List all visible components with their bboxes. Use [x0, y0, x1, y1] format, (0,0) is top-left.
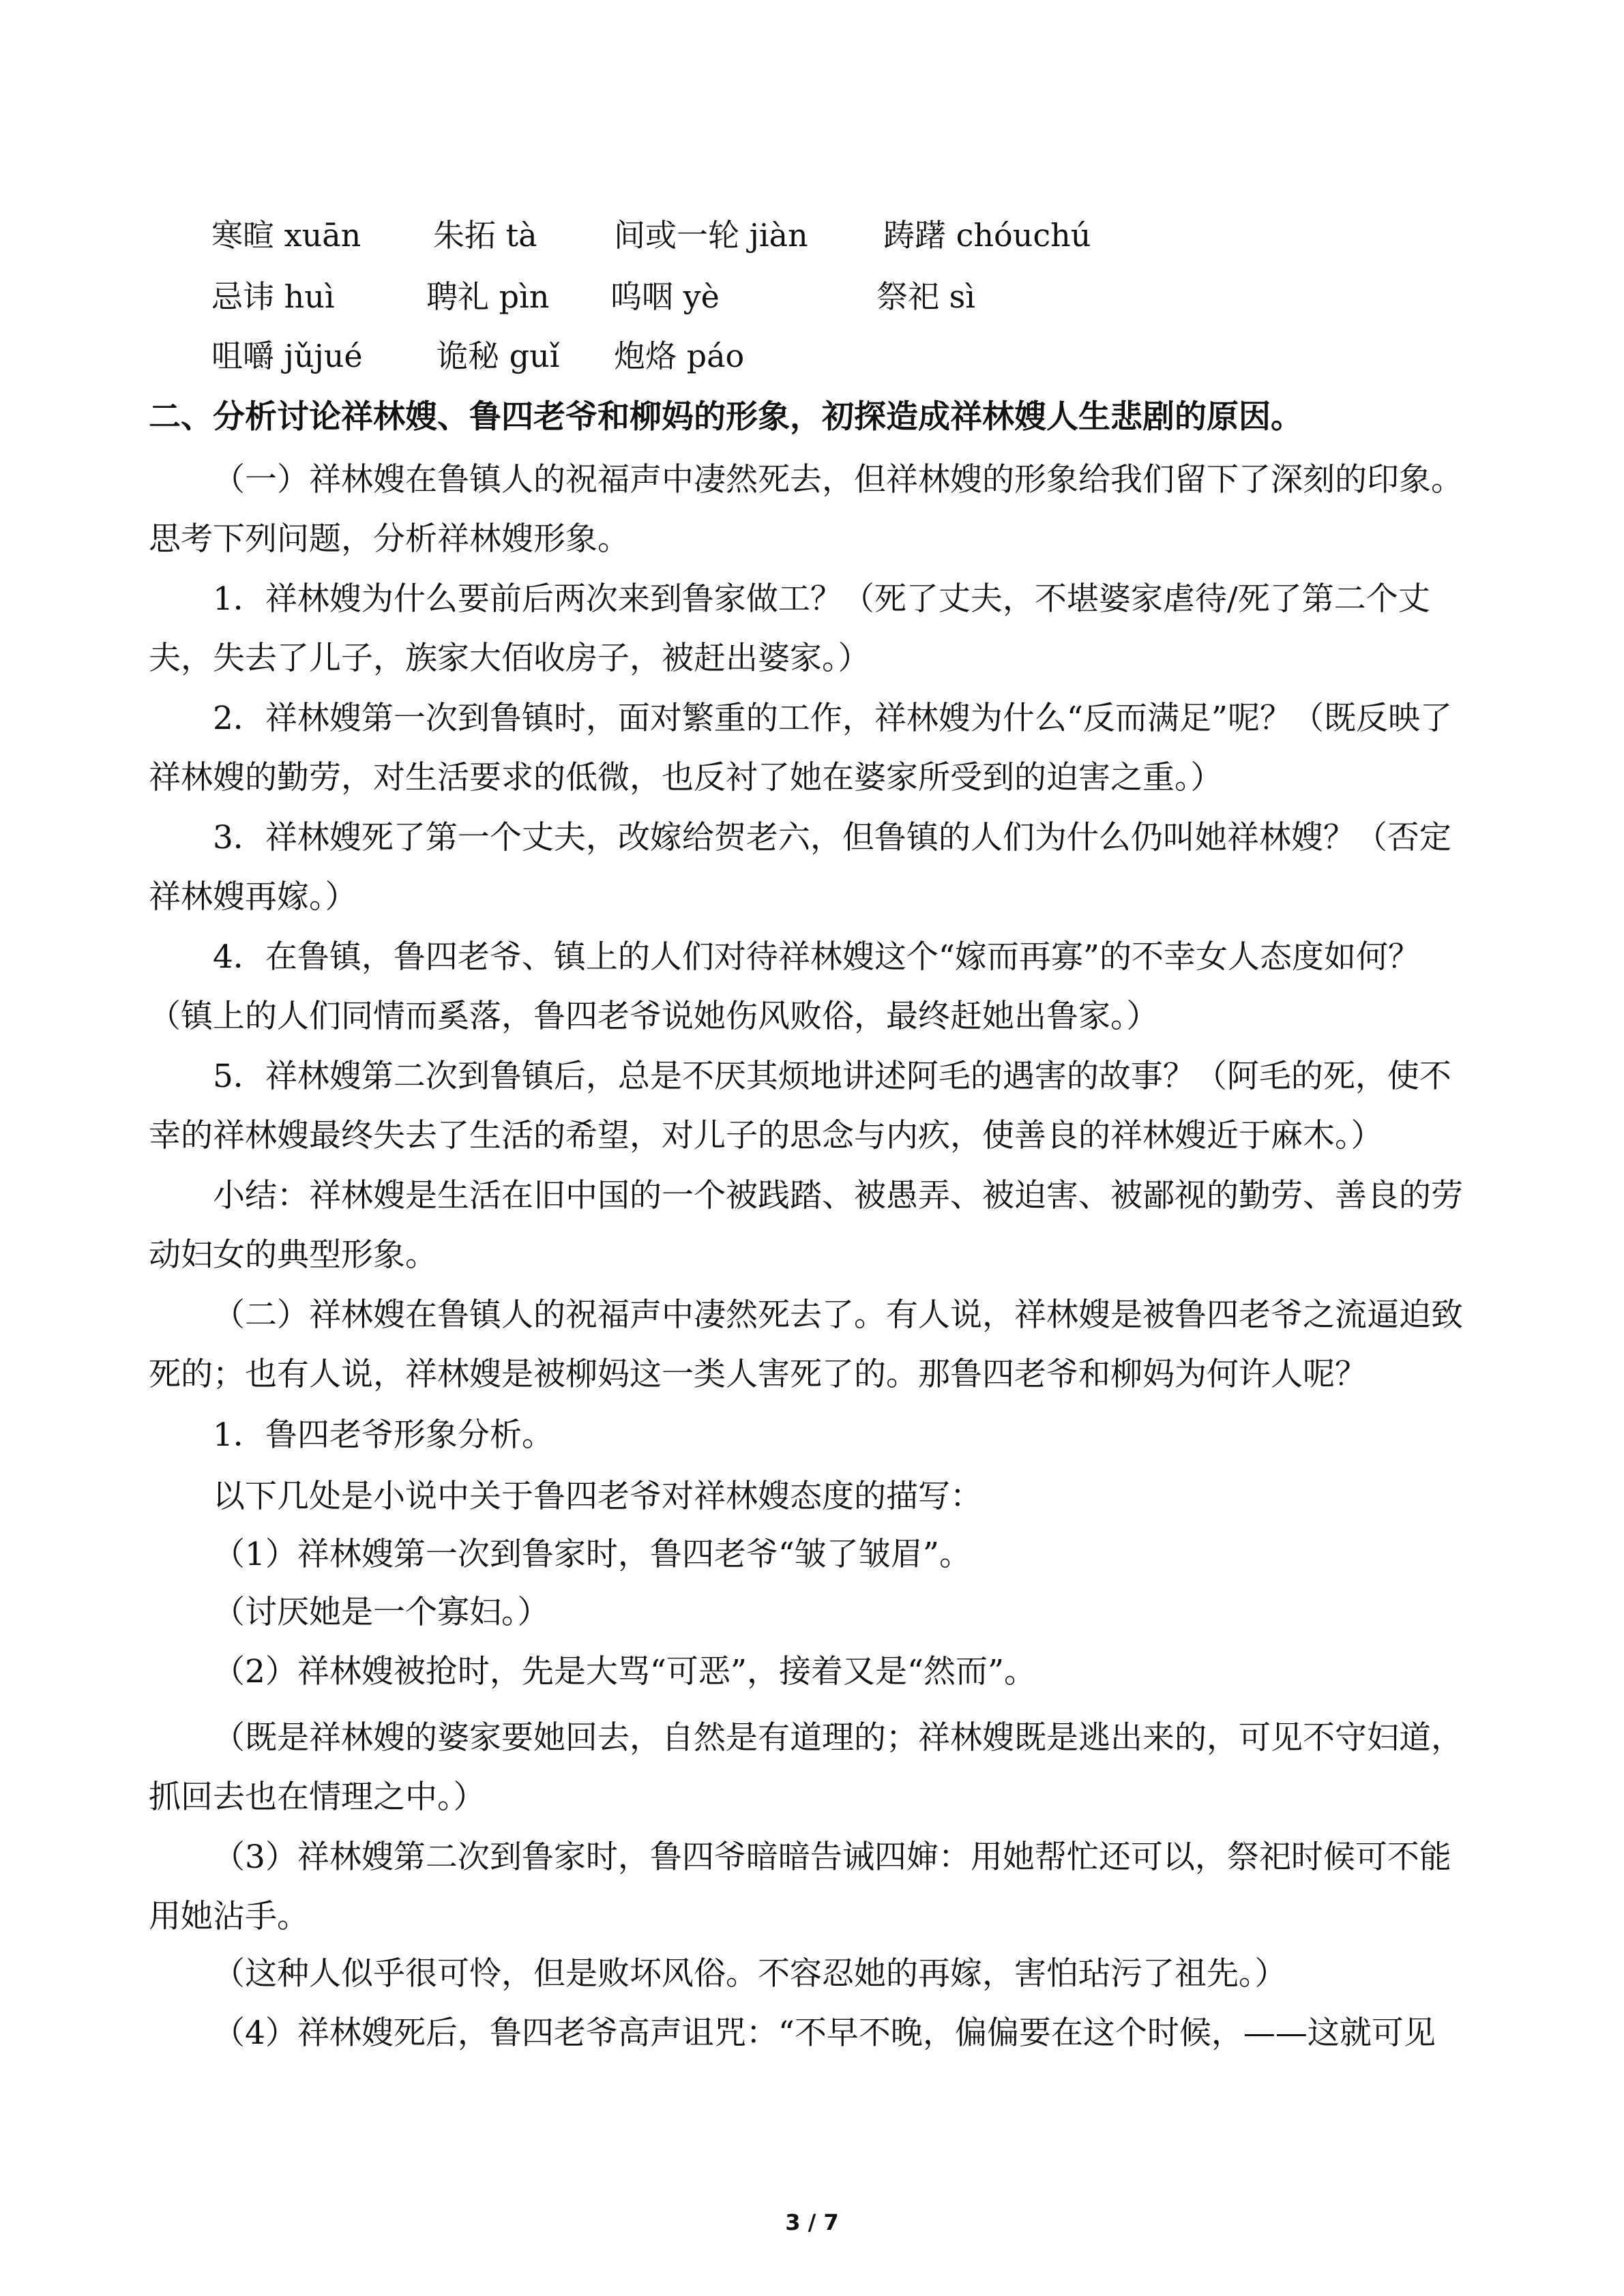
subsection-title: 1．鲁四老爷形象分析。 — [213, 1416, 554, 1454]
question-5: 5．祥林嫂第二次到鲁镇后，总是不厌其烦地讲述阿毛的遇害的故事？（阿毛的死，使不幸的祥林嫂最终失去了生活的希望，对儿子的思念与内疚，使善良的祥林嫂近于麻木。） — [149, 1058, 1451, 1154]
vocab-item: 聘礼 pìn — [426, 278, 550, 315]
description-4: （4）祥林嫂死后，鲁四老爷高声诅咒：“不早不晚，偏偏要在这个时候，——这就可见 — [213, 2014, 1436, 2052]
vocab-item: 诡秘 guǐ — [437, 338, 560, 374]
question-3: 3．祥林嫂死了第一个丈夫，改嫁给贺老六，但鲁镇的人们为什么仍叫她祥林嫂？（否定祥林嫂再嫁。） — [149, 819, 1451, 916]
vocab-item: 忌讳 huì — [211, 278, 335, 315]
vocab-item: 朱拓 tà — [433, 217, 537, 254]
section-heading: 二、分析讨论祥林嫂、鲁四老爷和柳妈的形象，初探造成祥林嫂人生悲剧的原因。 — [149, 398, 1303, 436]
vocab-item: 炮烙 páo — [614, 338, 745, 374]
description-3: （3）祥林嫂第二次到鲁家时，鲁四爷暗暗告诫四婶：用她帮忙还可以，祭祀时候可不能用她沾手。 — [149, 1838, 1451, 1935]
answer-1: （讨厌她是一个寡妇。） — [213, 1594, 550, 1631]
description-1: （1）祥林嫂第一次到鲁家时，鲁四老爷“皱了皱眉”。 — [213, 1536, 971, 1573]
question-4: 4．在鲁镇，鲁四老爷、镇上的人们对待祥林嫂这个“嫁而再寡”的不幸女人态度如何？（镇上的人们同情而奚落，鲁四老爷说她伤风败俗，最终赶她出鲁家。） — [149, 938, 1420, 1035]
vocab-item: 踌躇 chóuchú — [883, 217, 1091, 254]
summary: 小结：祥林嫂是生活在旧中国的一个被践踏、被愚弄、被迫害、被鄙视的勤劳、善良的劳动妇女的典型形象。 — [149, 1177, 1463, 1274]
vocab-item: 呜咽 yè — [610, 278, 720, 315]
vocab-item: 祭祀 sì — [876, 278, 975, 315]
description-2: （2）祥林嫂被抢时，先是大骂“可恶”，接着又是“然而”。 — [213, 1653, 1037, 1690]
paragraph-intro-2: （二）祥林嫂在鲁镇人的祝福声中凄然死去了。有人说，祥林嫂是被鲁四老爷之流逼迫致死的；也有人说，祥林嫂是被柳妈这一类人害死了的。那鲁四老爷和柳妈为何许人呢？ — [149, 1296, 1463, 1393]
vocab-item: 寒暄 xuān — [211, 217, 361, 254]
description-intro: 以下几处是小说中关于鲁四老爷对祥林嫂态度的描写： — [213, 1478, 982, 1515]
answer-2: （既是祥林嫂的婆家要她回去，自然是有道理的；祥林嫂既是逃出来的，可见不守妇道，抓回去也在情理之中。） — [149, 1719, 1463, 1816]
question-1: 1．祥林嫂为什么要前后两次来到鲁家做工？（死了丈夫，不堪婆家虐待/死了第二个丈夫，失去了儿子，族家大佰收房子，被赶出婆家。） — [149, 580, 1430, 677]
question-2: 2．祥林嫂第一次到鲁镇时，面对繁重的工作，祥林嫂为什么“反而满足”呢？（既反映了祥林嫂的勤劳，对生活要求的低微，也反衬了她在婆家所受到的迫害之重。） — [149, 700, 1452, 796]
paragraph-intro-1: （一）祥林嫂在鲁镇人的祝福声中凄然死去，但祥林嫂的形象给我们留下了深刻的印象。思考下列问题，分析祥林嫂形象。 — [149, 461, 1463, 558]
vocab-item: 间或一轮 jiàn — [614, 217, 808, 254]
answer-3: （这种人似乎很可怜，但是败坏风俗。不容忍她的再嫁，害怕玷污了祖先。） — [213, 1955, 1287, 1993]
vocab-item: 咀嚼 jǔjué — [211, 338, 363, 374]
page-number: 3 / 7 — [785, 2209, 839, 2235]
